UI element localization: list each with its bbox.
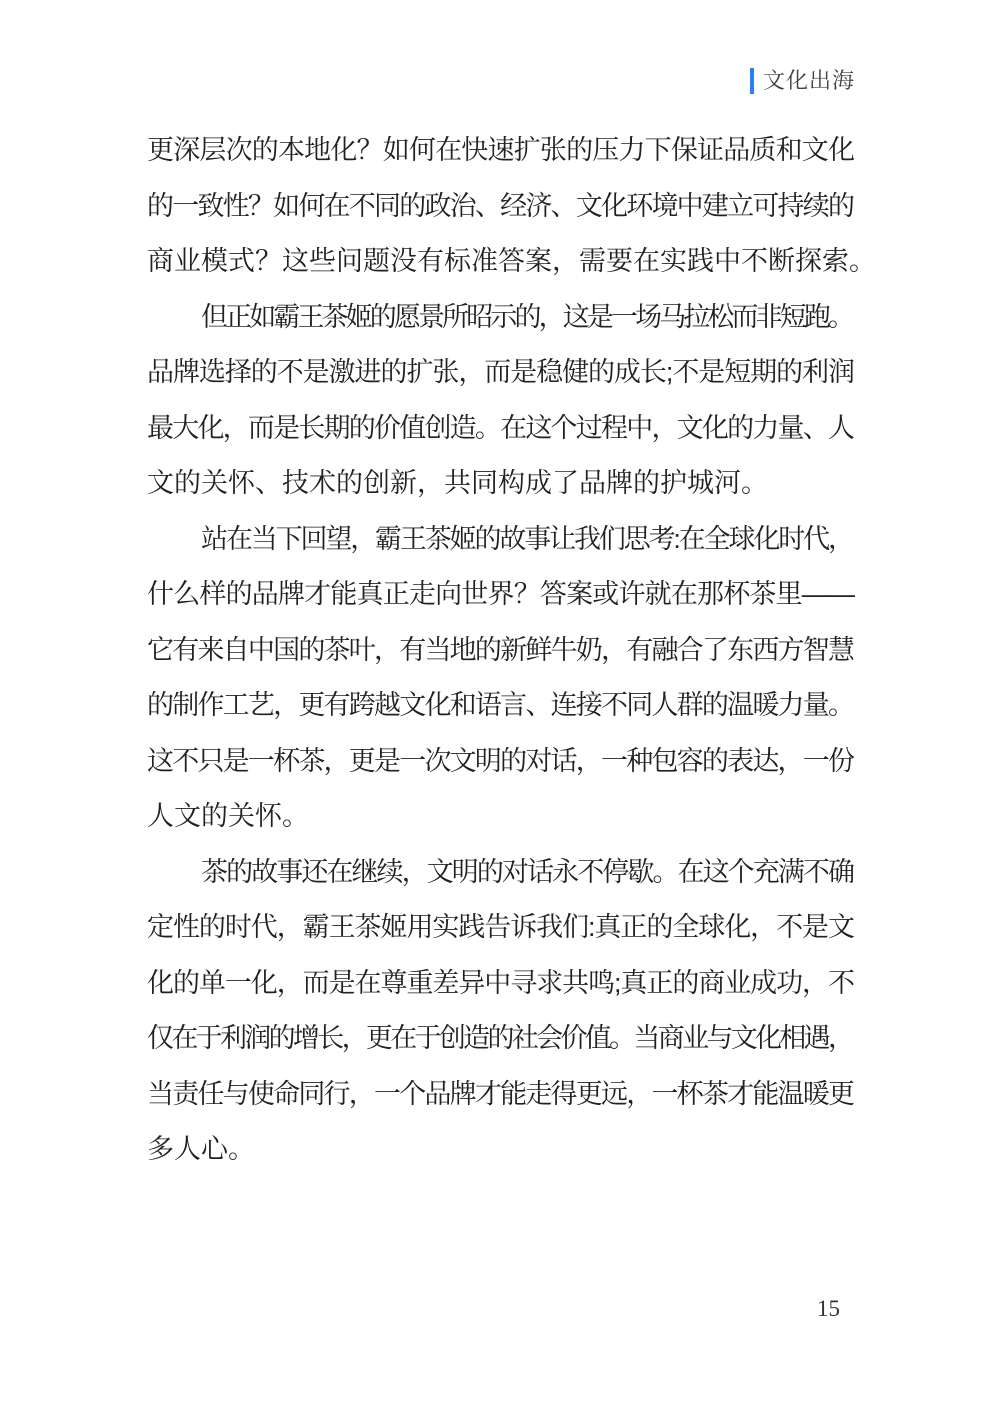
text-line: 的一致性？如何在不同的政治、经济、文化环境中建立可持续的 bbox=[147, 190, 854, 221]
text-line: 但正如霸王茶姬的愿景所昭示的，这是一场马拉松而非短跑。 bbox=[201, 301, 853, 332]
text-line: 站在当下回望，霸王茶姬的故事让我们思考:在全球化时代， bbox=[201, 523, 853, 554]
text-line: 茶的故事还在继续，文明的对话永不停歇。在这个充满不确 bbox=[201, 856, 854, 887]
text-line: 的制作工艺，更有跨越文化和语言、连接不同人群的温暖力量。 bbox=[147, 690, 854, 720]
text-line: 这不只是一杯茶，更是一次文明的对话，一种包容的表达，一份 bbox=[147, 745, 854, 776]
text-line: 商业模式？这些问题没有标准答案，需要在实践中不断探索。 bbox=[147, 246, 876, 276]
header-accent-bar-icon bbox=[750, 68, 754, 94]
text-line: 仅在于利润的增长，更在于创造的社会价值。当商业与文化相遇， bbox=[147, 1023, 853, 1053]
text-line: 多人心。 bbox=[147, 1134, 255, 1164]
text-line: 它有来自中国的茶叶，有当地的新鲜牛奶，有融合了东西方智慧 bbox=[147, 634, 854, 665]
text-line: 当责任与使命同行，一个品牌才能走得更远，一杯茶才能温暖更 bbox=[147, 1078, 854, 1109]
text-line: 什么样的品牌才能真正走向世界？答案或许就在那杯茶里—— bbox=[147, 579, 855, 609]
text-line: 品牌选择的不是激进的扩张，而是稳健的成长;不是短期的利润 bbox=[147, 357, 854, 387]
page-number: 15 bbox=[817, 1296, 840, 1321]
page-header bbox=[750, 67, 855, 95]
article-body bbox=[147, 123, 876, 1178]
text-line: 定性的时代，霸王茶姬用实践告诉我们:真正的全球化，不是文 bbox=[147, 912, 854, 942]
text-line: 更深层次的本地化？如何在快速扩张的压力下保证品质和文化 bbox=[147, 135, 855, 165]
text-line: 人文的关怀。 bbox=[147, 801, 309, 831]
text-line: 最大化，而是长期的价值创造。在这个过程中，文化的力量、人 bbox=[147, 412, 854, 443]
text-line: 化的单一化，而是在尊重差异中寻求共鸣;真正的商业成功，不 bbox=[147, 967, 854, 998]
header-section-label: 文化出海 bbox=[762, 68, 855, 93]
text-line: 文的关怀、技术的创新，共同构成了品牌的护城河。 bbox=[147, 468, 768, 498]
